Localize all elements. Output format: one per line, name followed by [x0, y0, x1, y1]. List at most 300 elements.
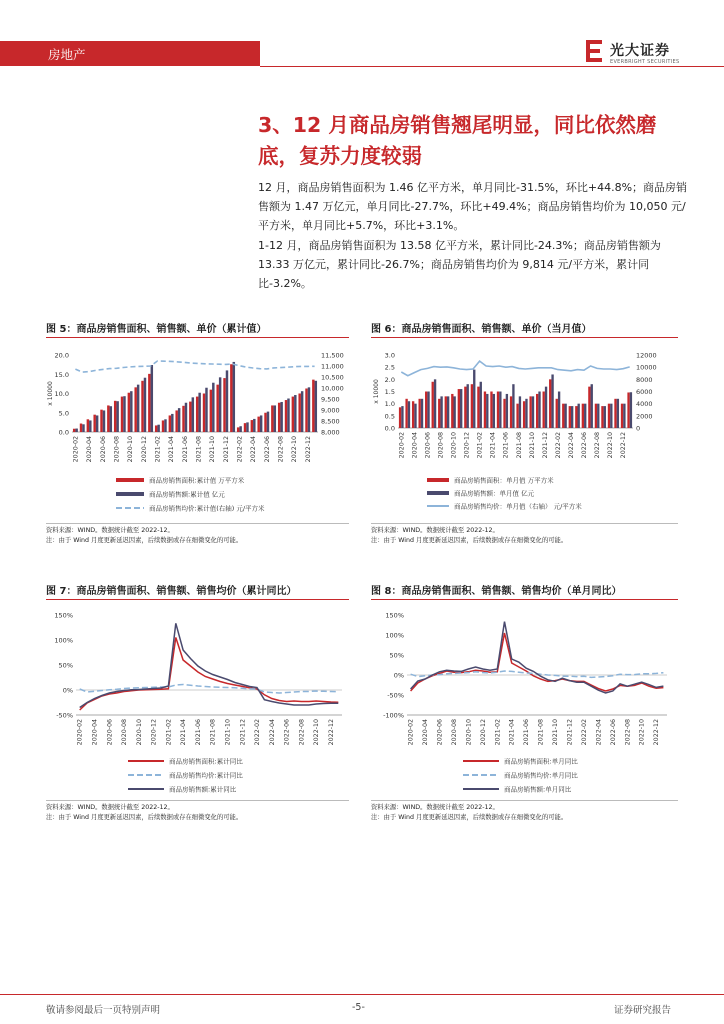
area-bar: [114, 401, 116, 432]
y-tick-label: 15.0: [54, 370, 69, 379]
area-bar: [562, 404, 564, 428]
area-bar: [464, 387, 466, 428]
sales-bar: [532, 396, 534, 428]
area-bar: [121, 397, 123, 432]
sales-bar: [525, 399, 527, 428]
legend-label: 商品房销售面积：单月值 万平方米: [454, 476, 554, 485]
area-bar: [216, 385, 218, 432]
area-bar: [196, 397, 198, 432]
sales-bar: [103, 410, 105, 432]
x-tick-label: 2021-04: [168, 436, 176, 463]
x-tick-label: 2022-10: [638, 719, 646, 746]
x-tick-label: 2022-02: [580, 719, 588, 746]
sales-bar: [274, 405, 276, 432]
sales-bar: [198, 393, 200, 432]
sales-bar: [427, 392, 429, 429]
x-tick-label: 2020-02: [398, 432, 406, 459]
area-bar: [549, 379, 551, 428]
y2-tick-label: 8,000: [321, 428, 340, 437]
x-tick-label: 2022-04: [250, 436, 258, 463]
x-tick-label: 2020-02: [72, 436, 80, 463]
x-tick-label: 2021-06: [523, 719, 531, 746]
area-bar: [529, 396, 531, 428]
sales-bar: [137, 385, 139, 432]
area-bar: [516, 404, 518, 428]
y-tick-label: 150%: [385, 611, 404, 620]
x-tick-label: 2021-04: [508, 719, 516, 746]
x-tick-label: 2022-06: [263, 436, 271, 463]
y-tick-label: -50%: [387, 691, 404, 700]
area-bar: [556, 399, 558, 428]
area-bar: [203, 394, 205, 433]
area-bar: [237, 427, 239, 432]
x-tick-label: 2020-12: [140, 436, 148, 463]
sales-bar: [630, 392, 632, 428]
x-tick-label: 2020-08: [450, 719, 458, 746]
x-tick-label: 2020-08: [113, 436, 121, 463]
y-tick-label: 1.5: [384, 388, 395, 396]
x-tick-label: 2022-08: [277, 436, 285, 463]
figure-6-rule: [371, 337, 678, 338]
x-tick-label: 2021-10: [209, 436, 217, 463]
area-bar: [80, 424, 82, 432]
y2-tick-label: 9,000: [321, 406, 340, 415]
area-bar: [503, 399, 505, 428]
series-line: [80, 623, 339, 707]
figure-5-source: 资料来源：WIND。数据统计截至 2022-12。: [46, 527, 174, 534]
y-tick-label: 20.0: [54, 351, 69, 360]
x-tick-label: 2022-06: [609, 719, 617, 746]
area-bar: [230, 364, 232, 432]
area-bar: [445, 396, 447, 428]
y-tick-label: 3.0: [384, 351, 395, 360]
area-bar: [210, 390, 212, 432]
area-bar: [87, 419, 89, 432]
x-tick-label: 2022-10: [313, 719, 321, 746]
x-tick-label: 2021-12: [239, 719, 247, 746]
footer-disclaimer: 敬请参阅最后一页特别声明: [46, 1005, 161, 1016]
y-tick-label: 50%: [58, 661, 73, 670]
figure-6-note: 注：由于 Wind 月度更新延迟因素，后续数据或存在细微变化的可能。: [371, 537, 568, 544]
sales-bar: [151, 365, 153, 432]
sales-bar: [486, 394, 488, 428]
y2-tick-label: 4000: [636, 400, 653, 409]
legend-label: 商品房销售均价:累计同比: [169, 771, 243, 780]
legend-label: 商品房销售额:累计同比: [169, 785, 237, 794]
x-tick-label: 2020-10: [450, 432, 458, 459]
y2-tick-label: 2000: [636, 412, 653, 421]
sales-bar: [185, 403, 187, 432]
sales-bar: [604, 406, 606, 428]
area-bar: [608, 404, 610, 428]
y-tick-label: 0.0: [58, 428, 69, 437]
area-bar: [305, 388, 307, 432]
price-line: [401, 361, 629, 376]
sales-bar: [551, 374, 553, 428]
area-bar: [621, 404, 623, 428]
figure-6-chart: [371, 340, 678, 522]
x-tick-label: 2021-10: [224, 719, 232, 746]
sales-bar: [506, 394, 508, 428]
y-axis-label: x 10000: [373, 379, 380, 404]
sales-bar: [171, 414, 173, 432]
sales-bar: [564, 404, 566, 428]
page-number: -5-: [352, 1002, 365, 1013]
figure-5-rule: [46, 337, 349, 338]
area-bar: [251, 420, 253, 432]
area-bar: [223, 378, 225, 432]
y2-tick-label: 12000: [636, 351, 657, 360]
x-tick-label: 2022-12: [653, 719, 661, 746]
area-bar: [497, 392, 499, 429]
area-bar: [189, 402, 191, 432]
x-tick-label: 2021-08: [209, 719, 217, 746]
logo-mark-icon: [584, 39, 604, 63]
figure-5-bottom-rule: [46, 523, 349, 524]
sales-bar: [571, 406, 573, 428]
sales-bar: [447, 396, 449, 428]
legend-label: 商品房销售额：单月值 亿元: [454, 489, 535, 498]
sales-bar: [178, 408, 180, 432]
legend-label: 商品房销售面积:单月同比: [504, 757, 578, 766]
area-bar: [399, 407, 401, 428]
y2-tick-label: 6000: [636, 388, 653, 396]
sales-bar: [493, 394, 495, 428]
area-bar: [510, 396, 512, 428]
area-bar: [477, 387, 479, 428]
x-tick-label: 2022-12: [620, 432, 628, 459]
sales-bar: [89, 420, 91, 432]
sales-bar: [205, 388, 207, 432]
sales-bar: [123, 396, 125, 432]
sales-bar: [434, 379, 436, 428]
legend-label: 商品房销售均价:累计值(右轴) 元/平方米: [149, 504, 265, 513]
area-bar: [425, 392, 427, 429]
y-tick-label: -50%: [56, 711, 73, 720]
figure-6-bottom-rule: [371, 523, 678, 524]
paragraph-monthly: 12 月，商品房销售面积为 1.46 亿平方米，单月同比-31.5%，环比+44.8%；商品房销售额为 1.47 万亿元，单月同比-27.7%，环比+49.4%；商品房销售均价为 10,050 元/平方米，单月同比+5.7%，环比+3.1%。: [258, 181, 688, 232]
x-tick-label: 2021-06: [194, 719, 202, 746]
figure-8-title: 图 8：商品房销售面积、销售额、销售均价（单月同比）: [371, 586, 622, 597]
x-tick-label: 2022-12: [304, 436, 312, 463]
sales-bar: [110, 406, 112, 432]
area-bar: [285, 400, 287, 432]
area-bar: [93, 415, 95, 432]
sales-bar: [226, 370, 228, 432]
figure-8-rule: [371, 599, 678, 600]
x-tick-label: 2022-06: [283, 719, 291, 746]
sales-bar: [545, 387, 547, 428]
sales-bar: [597, 404, 599, 428]
sales-bar: [617, 399, 619, 428]
y-tick-label: 0%: [62, 686, 73, 695]
sales-bar: [610, 404, 612, 428]
series-line: [411, 633, 664, 691]
section-header-bar: [0, 41, 260, 66]
area-bar: [148, 374, 150, 432]
figure-7-rule: [46, 599, 349, 600]
y2-tick-label: 10000: [636, 363, 657, 372]
x-tick-label: 2020-02: [76, 719, 84, 746]
x-tick-label: 2022-02: [236, 436, 244, 463]
sales-bar: [315, 381, 317, 432]
sales-bar: [591, 384, 593, 428]
sales-bar: [280, 402, 282, 432]
area-bar: [182, 406, 184, 432]
figure-5-title: 图 5：商品房销售面积、销售额、单价（累计值）: [46, 324, 267, 335]
area-bar: [264, 413, 266, 432]
sales-bar: [164, 419, 166, 432]
area-bar: [575, 406, 577, 428]
y-tick-label: -100%: [383, 711, 404, 720]
area-bar: [595, 404, 597, 428]
area-bar: [484, 392, 486, 429]
area-bar: [458, 389, 460, 428]
y2-tick-label: 11,000: [321, 362, 344, 371]
area-bar: [601, 406, 603, 428]
sales-bar: [408, 401, 410, 428]
x-tick-label: 2021-08: [515, 432, 523, 459]
x-tick-label: 2021-06: [502, 432, 510, 459]
figure-5-chart: [46, 340, 349, 522]
sales-bar: [219, 377, 221, 432]
area-bar: [490, 392, 492, 429]
y2-tick-label: 10,500: [321, 373, 344, 382]
sales-bar: [558, 392, 560, 429]
y-tick-label: 50%: [389, 651, 404, 660]
x-tick-label: 2020-06: [106, 719, 114, 746]
figure-7-source: 资料来源：WIND。数据统计截至 2022-12。: [46, 804, 174, 811]
y-tick-label: 100%: [54, 636, 73, 645]
x-tick-label: 2020-04: [411, 432, 419, 459]
legend-label: 商品房销售额:累计值 亿元: [149, 490, 225, 499]
figure-7-bottom-rule: [46, 800, 349, 801]
x-tick-label: 2021-10: [528, 432, 536, 459]
area-bar: [128, 393, 130, 432]
x-tick-label: 2021-02: [154, 436, 162, 463]
y2-tick-label: 8000: [636, 375, 653, 384]
sales-bar: [308, 387, 310, 432]
area-bar: [141, 381, 143, 432]
x-tick-label: 2021-02: [165, 719, 173, 746]
x-tick-label: 2021-12: [566, 719, 574, 746]
x-tick-label: 2020-08: [437, 432, 445, 459]
area-bar: [175, 410, 177, 432]
y2-tick-label: 8,500: [321, 417, 340, 426]
sales-bar: [421, 399, 423, 428]
sales-bar: [440, 396, 442, 428]
y-tick-label: 0.5: [384, 412, 395, 421]
company-logo: [584, 39, 694, 69]
x-tick-label: 2020-06: [436, 719, 444, 746]
x-tick-label: 2022-12: [327, 719, 335, 746]
legend-label: 商品房销售面积:累计同比: [169, 757, 243, 766]
area-bar: [523, 401, 525, 428]
x-tick-label: 2022-10: [291, 436, 299, 463]
legend-label: 商品房销售均价：单月值（右轴） 元/平方米: [454, 502, 582, 511]
x-tick-label: 2021-04: [489, 432, 497, 459]
logo-text-en: EVERBRIGHT SECURITIES: [610, 59, 680, 65]
y2-tick-label: 11,500: [321, 351, 344, 360]
x-tick-label: 2020-12: [150, 719, 158, 746]
area-bar: [162, 420, 164, 432]
sales-bar: [144, 378, 146, 432]
x-tick-label: 2022-02: [554, 432, 562, 459]
x-tick-label: 2021-12: [541, 432, 549, 459]
y-tick-label: 150%: [54, 611, 73, 620]
area-bar: [107, 405, 109, 432]
series-line: [411, 622, 664, 693]
x-tick-label: 2020-04: [86, 436, 94, 463]
footer-report-type: 证券研究报告: [614, 1005, 672, 1016]
x-tick-label: 2022-10: [607, 432, 615, 459]
y-tick-label: 5.0: [58, 409, 69, 418]
sales-bar: [253, 419, 255, 432]
sales-bar: [130, 391, 132, 432]
area-bar: [292, 397, 294, 432]
x-tick-label: 2022-04: [268, 719, 276, 746]
area-bar: [582, 404, 584, 428]
area-bar: [451, 394, 453, 428]
area-bar: [614, 399, 616, 428]
x-tick-label: 2020-04: [422, 719, 430, 746]
price-line: [75, 361, 314, 372]
x-tick-label: 2021-02: [476, 432, 484, 459]
sales-bar: [116, 401, 118, 432]
sales-bar: [294, 395, 296, 432]
x-tick-label: 2021-08: [195, 436, 203, 463]
sales-bar: [192, 397, 194, 432]
series-line: [80, 638, 339, 711]
y2-tick-label: 10,000: [321, 384, 344, 393]
sales-bar: [480, 382, 482, 428]
sales-bar: [499, 392, 501, 429]
x-tick-label: 2021-12: [222, 436, 230, 463]
y-tick-label: 2.0: [384, 375, 395, 384]
figure-8-chart: [371, 603, 678, 799]
sales-bar: [473, 370, 475, 428]
legend-label: 商品房销售均价:单月同比: [504, 771, 578, 780]
area-bar: [432, 382, 434, 428]
section-heading: 3、12 月商品房销售翘尾明显，同比依然磨底，复苏力度较弱: [258, 113, 657, 168]
figure-7-chart: [46, 603, 349, 799]
y-tick-label: 0%: [393, 671, 404, 680]
sales-bar: [301, 391, 303, 432]
x-tick-label: 2022-08: [594, 432, 602, 459]
legend-label: 商品房销售额:单月同比: [504, 785, 572, 794]
figure-5-note: 注：由于 Wind 月度更新延迟因素，后续数据或存在细微变化的可能。: [46, 537, 243, 544]
sales-bar: [512, 384, 514, 428]
y-tick-label: 100%: [385, 631, 404, 640]
figure-6-title: 图 6：商品房销售面积、销售额、单价（当月值）: [371, 324, 592, 335]
x-tick-label: 2021-10: [552, 719, 560, 746]
figure-8-source: 资料来源：WIND。数据统计截至 2022-12。: [371, 804, 499, 811]
sales-bar: [96, 415, 98, 432]
x-tick-label: 2022-06: [581, 432, 589, 459]
sales-bar: [467, 384, 469, 428]
area-bar: [271, 405, 273, 432]
x-tick-label: 2020-10: [127, 436, 135, 463]
x-tick-label: 2021-04: [180, 719, 188, 746]
sales-bar: [401, 406, 403, 428]
x-tick-label: 2021-08: [537, 719, 545, 746]
x-tick-label: 2022-04: [595, 719, 603, 746]
area-bar: [257, 417, 259, 432]
sales-bar: [82, 424, 84, 432]
x-tick-label: 2020-10: [465, 719, 473, 746]
sales-bar: [584, 404, 586, 428]
area-bar: [569, 406, 571, 428]
figure-8-bottom-rule: [371, 800, 678, 801]
sales-bar: [75, 429, 77, 432]
area-bar: [169, 415, 171, 432]
area-bar: [438, 399, 440, 428]
area-bar: [536, 394, 538, 428]
area-bar: [471, 384, 473, 428]
figure-8-note: 注：由于 Wind 月度更新延迟因素，后续数据或存在细微变化的可能。: [371, 814, 568, 821]
area-bar: [418, 399, 420, 428]
area-bar: [134, 387, 136, 432]
paragraph-ytd: 1-12 月，商品房销售面积为 13.58 亿平方米，累计同比-24.3%；商品房销售额为 13.33 万亿元，累计同比-26.7%；商品房销售均价为 9,814 元/平方米，累计同比-3.2%。: [258, 239, 661, 290]
x-tick-label: 2020-12: [463, 432, 471, 459]
sales-bar: [460, 389, 462, 428]
y-tick-label: 0.0: [384, 424, 395, 433]
y2-tick-label: 0: [636, 424, 641, 433]
area-bar: [73, 429, 75, 432]
sales-bar: [453, 396, 455, 428]
sales-bar: [287, 399, 289, 432]
area-bar: [298, 394, 300, 433]
legend-label: 商品房销售面积:累计值 万平方米: [149, 476, 245, 485]
sales-bar: [578, 404, 580, 428]
section-label: 房地产: [48, 47, 86, 62]
x-tick-label: 2020-04: [91, 719, 99, 746]
figure-6-source: 资料来源：WIND。数据统计截至 2022-12。: [371, 527, 499, 534]
x-tick-label: 2020-10: [135, 719, 143, 746]
area-bar: [405, 399, 407, 428]
logo-text-cn: 光大证券: [610, 43, 670, 59]
sales-bar: [246, 422, 248, 432]
figure-7-note: 注：由于 Wind 月度更新延迟因素，后续数据或存在细微变化的可能。: [46, 814, 243, 821]
sales-bar: [212, 383, 214, 432]
x-tick-label: 2020-06: [424, 432, 432, 459]
sales-bar: [623, 404, 625, 428]
area-bar: [627, 392, 629, 428]
sales-bar: [260, 415, 262, 432]
sales-bar: [239, 426, 241, 432]
sales-bar: [157, 425, 159, 432]
area-bar: [588, 387, 590, 428]
area-bar: [312, 380, 314, 432]
x-tick-label: 2020-02: [407, 719, 415, 746]
y-tick-label: 2.5: [384, 363, 395, 372]
y2-tick-label: 9,500: [321, 395, 340, 404]
sales-bar: [233, 362, 235, 432]
y-axis-label: x 10000: [47, 381, 54, 406]
area-bar: [412, 401, 414, 428]
y-tick-label: 1.0: [384, 400, 395, 409]
x-tick-label: 2021-02: [494, 719, 502, 746]
x-tick-label: 2020-08: [121, 719, 129, 746]
area-bar: [100, 410, 102, 432]
x-tick-label: 2022-08: [624, 719, 632, 746]
sales-bar: [538, 392, 540, 429]
sales-bar: [519, 396, 521, 428]
x-tick-label: 2022-08: [298, 719, 306, 746]
sales-bar: [414, 404, 416, 428]
footer-divider: [0, 994, 724, 995]
area-bar: [543, 392, 545, 429]
